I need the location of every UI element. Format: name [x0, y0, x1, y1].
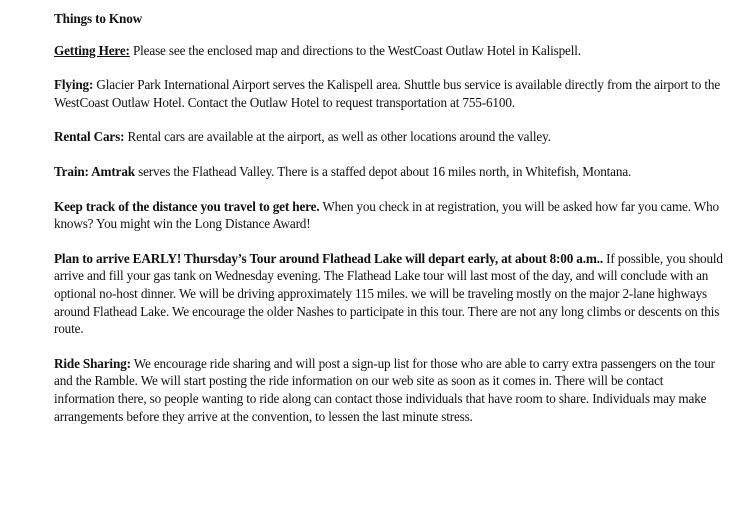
- train-text: serves the Flathead Valley. There is a staffed depot about 16 miles north, in Whitefish, Montana.: [134, 163, 632, 179]
- arrive-early-paragraph: [54, 250, 723, 338]
- arrive-early-heading: Plan to arrive EARLY! Thursday’s Tour around Flathead Lake will depart early, at about 8:00 a.m..: [54, 250, 604, 266]
- flying-heading: Flying:: [54, 77, 94, 93]
- distance-text: When you check in at registration, you will be asked how far you came. Who knows? You might win the Long Distance Award!: [54, 198, 719, 232]
- arrive-early-text: If possible, you should arrive and fill your gas tank on Wednesday evening. The Flathead Lake tour will last most of the day, and will conclude with an optional no-host dinner. We will be driving approximately 115 miles. we will be traveling mostly on the major 2-lane highways around Flathead Lake. We encourage the older Nashes to participate in this tour. There are not any long climbs or descents on this route.: [54, 250, 723, 337]
- document-title: Things to Know: [54, 11, 143, 26]
- flying-text: Glacier Park International Airport serves the Kalispell area. Shuttle bus service is available directly from the airport to the WestCoast Outlaw Hotel. Contact the Outlaw Hotel to request transportation at 755-6100.: [54, 77, 721, 110]
- distance-heading: Keep track of the distance you travel to get here.: [54, 198, 320, 214]
- ride-sharing-heading: Ride Sharing:: [54, 355, 131, 371]
- distance-paragraph: [54, 198, 723, 233]
- rental-cars-heading: Rental Cars:: [54, 129, 125, 145]
- getting-here-paragraph: [54, 42, 723, 60]
- train-amtrak: Amtrak: [88, 163, 135, 179]
- getting-here-heading: Getting Here:: [54, 42, 130, 58]
- ride-sharing-text: We encourage ride sharing and will post a sign-up list for those who are able to carry extra passengers on the tour and the Ramble. We will start posting the ride information on our web site as soon as it comes in. There will be contact information there, so people wanting to ride along can contact those individuals that have room to share. Individuals may make arrangements before they arrive at the convention, to lessen the last minute stress.: [54, 355, 715, 424]
- ride-sharing-paragraph: [54, 355, 723, 425]
- getting-here-text: Please see the enclosed map and directions to the WestCoast Outlaw Hotel in Kalispell.: [129, 42, 581, 58]
- flying-paragraph: [54, 76, 723, 111]
- train-paragraph: [54, 163, 723, 181]
- train-heading: Train:: [54, 163, 89, 179]
- rental-cars-text: Rental cars are available at the airport, as well as other locations around the valley.: [124, 129, 551, 145]
- rental-cars-paragraph: [54, 128, 723, 146]
